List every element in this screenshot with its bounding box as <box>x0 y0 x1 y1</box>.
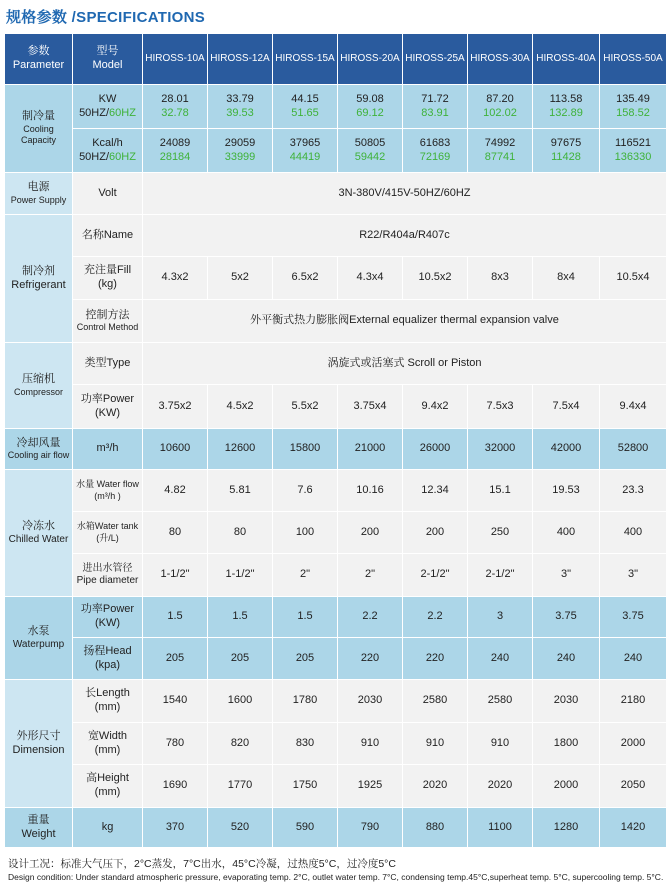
model-header-cn: 型号 <box>96 45 119 58</box>
pipe-diameter-cell: 2" <box>273 554 338 597</box>
compressor-power-cell: 7.5x4 <box>533 385 600 429</box>
pump-head-unit: (kpa) <box>94 658 121 671</box>
air-flow-category <box>5 429 73 470</box>
width-cell: 820 <box>208 723 273 765</box>
cooling-kw-cell <box>143 85 208 129</box>
air-flow-unit: m³/h <box>73 429 143 470</box>
water-flow-cell: 7.6 <box>273 470 338 512</box>
width-label <box>73 723 143 765</box>
compressor-power-label <box>73 385 143 429</box>
compressor-type-value: 涡旋式或活塞式 Scroll or Piston <box>143 343 667 385</box>
chilled-water-category <box>5 470 73 597</box>
category-en: Chilled Water <box>8 533 69 545</box>
pipe-diameter-cell: 1-1/2" <box>208 554 273 597</box>
pipe-diameter-cn: 进出水管径 <box>82 562 133 574</box>
power-supply-value: 3N-380V/415V-50HZ/60HZ <box>143 173 667 215</box>
weight-cell: 1280 <box>533 808 600 848</box>
kcal-unit: Kcal/h <box>92 136 123 149</box>
value-50hz: 116521 <box>615 136 651 149</box>
compressor-power-row <box>5 385 667 429</box>
category-cn: 制冷量 <box>22 110 55 123</box>
length-unit: (mm) <box>94 701 121 713</box>
height-cell: 2020 <box>403 765 468 808</box>
cooling-kcal-cell <box>273 129 338 173</box>
cooling-kw-cell <box>468 85 533 129</box>
value-60hz: 136330 <box>614 150 652 163</box>
model-name: HIROSS-40A <box>533 34 600 85</box>
value-60hz: 32.78 <box>161 106 189 119</box>
water-flow-cell: 5.81 <box>208 470 273 512</box>
length-cell: 2180 <box>600 680 667 723</box>
refrigerant-fill-row <box>5 257 667 300</box>
water-tank-cell: 400 <box>533 512 600 554</box>
hz-50: 50HZ/ <box>79 150 110 163</box>
air-flow-cell: 52800 <box>600 429 667 470</box>
category-en: Cooling air flow <box>7 450 70 461</box>
compressor-power-cell: 9.4x2 <box>403 385 468 429</box>
pump-power-cell: 3.75 <box>533 597 600 638</box>
fill-label-name: 充注量Fill <box>83 264 132 277</box>
water-flow-label <box>73 470 143 512</box>
weight-cell: 1100 <box>468 808 533 848</box>
pump-power-row <box>5 597 667 638</box>
power-label-unit: (KW) <box>94 406 121 419</box>
refrigerant-category <box>5 215 73 343</box>
compressor-power-cell: 3.75x4 <box>338 385 403 429</box>
value-50hz: 44.15 <box>291 92 319 105</box>
water-tank-cell: 80 <box>143 512 208 554</box>
height-cell: 2050 <box>600 765 667 808</box>
value-50hz: 113.58 <box>549 92 583 105</box>
fill-label-unit: (kg) <box>98 278 117 290</box>
value-60hz: 33999 <box>224 150 256 163</box>
value-50hz: 97675 <box>550 136 582 149</box>
value-50hz: 33.79 <box>226 92 254 105</box>
pipe-diameter-cell: 3" <box>600 554 667 597</box>
pump-power-label <box>73 597 143 638</box>
power-supply-row <box>5 173 667 215</box>
compressor-type-row <box>5 343 667 385</box>
model-header-en: Model <box>92 59 123 71</box>
length-cell: 2030 <box>533 680 600 723</box>
air-flow-cell: 42000 <box>533 429 600 470</box>
water-tank-label <box>73 512 143 554</box>
category-cn: 制冷剂 <box>22 264 55 277</box>
value-50hz: 37965 <box>289 136 321 149</box>
cooling-kw-cell <box>208 85 273 129</box>
power-label-name: 功率Power <box>80 392 135 405</box>
model-name: HIROSS-50A <box>600 34 667 85</box>
width-cell: 910 <box>468 723 533 765</box>
water-tank-cell: 100 <box>273 512 338 554</box>
width-name: 宽Width <box>87 729 128 742</box>
water-flow-cell: 10.16 <box>338 470 403 512</box>
pump-power-cell: 1.5 <box>143 597 208 638</box>
power-supply-category <box>5 173 73 215</box>
water-flow-unit: (m³/h ) <box>94 490 121 501</box>
water-flow-name: 水量 Water flow <box>76 479 139 490</box>
pump-head-cell: 240 <box>600 638 667 680</box>
model-name: HIROSS-30A <box>468 34 533 85</box>
weight-cell: 520 <box>208 808 273 848</box>
value-50hz: 28.01 <box>161 92 189 105</box>
category-en: Refrigerant <box>11 278 66 291</box>
weight-unit: kg <box>73 808 143 848</box>
compressor-power-cell: 5.5x2 <box>273 385 338 429</box>
value-50hz: 24089 <box>159 136 191 149</box>
water-flow-cell: 12.34 <box>403 470 468 512</box>
height-cell: 1750 <box>273 765 338 808</box>
cooling-capacity-category <box>5 85 73 173</box>
compressor-type-label: 类型Type <box>73 343 143 385</box>
header-row <box>5 34 667 85</box>
value-50hz: 50805 <box>354 136 386 149</box>
pump-power-unit: (KW) <box>94 617 121 629</box>
pipe-diameter-cell: 3" <box>533 554 600 597</box>
hz-60: 60HZ <box>109 150 136 163</box>
parameter-header <box>5 34 73 85</box>
water-tank-row <box>5 512 667 554</box>
hz-50: 50HZ/ <box>79 106 110 119</box>
length-cell: 2030 <box>338 680 403 723</box>
pump-head-cell: 205 <box>208 638 273 680</box>
value-60hz: 28184 <box>159 150 191 163</box>
value-60hz: 69.12 <box>356 106 384 119</box>
fill-label <box>73 257 143 300</box>
value-50hz: 74992 <box>484 136 516 149</box>
refrigerant-name-row <box>5 215 667 257</box>
height-cell: 1690 <box>143 765 208 808</box>
category-en: Compressor <box>13 386 63 397</box>
compressor-power-cell: 9.4x4 <box>600 385 667 429</box>
cooling-kw-cell <box>338 85 403 129</box>
water-flow-cell: 19.53 <box>533 470 600 512</box>
cooling-kcal-cell <box>338 129 403 173</box>
cooling-kcal-row <box>5 129 667 173</box>
model-name: HIROSS-25A <box>403 34 468 85</box>
value-50hz: 71.72 <box>421 92 449 105</box>
length-cell: 1780 <box>273 680 338 723</box>
value-50hz: 87.20 <box>486 92 514 105</box>
category-cn: 冷却风量 <box>16 436 61 449</box>
height-name: 高Height <box>86 772 129 785</box>
width-cell: 780 <box>143 723 208 765</box>
pump-head-cell: 220 <box>338 638 403 680</box>
fill-cell: 10.5x2 <box>403 257 468 300</box>
category-en: Weight <box>21 827 56 840</box>
category-en: Power Supply <box>10 194 67 205</box>
compressor-power-cell: 4.5x2 <box>208 385 273 429</box>
height-label <box>73 765 143 808</box>
width-row <box>5 723 667 765</box>
water-flow-cell: 4.82 <box>143 470 208 512</box>
height-cell: 2000 <box>533 765 600 808</box>
width-cell: 910 <box>403 723 468 765</box>
dimension-category <box>5 680 73 808</box>
cooling-kcal-cell <box>533 129 600 173</box>
refrigerant-name-label: 名称Name <box>73 215 143 257</box>
water-tank-unit: (升/L) <box>96 532 119 543</box>
water-tank-cell: 250 <box>468 512 533 554</box>
length-cell: 1540 <box>143 680 208 723</box>
category-cn: 冷冻水 <box>22 519 55 532</box>
control-method-row <box>5 300 667 343</box>
pump-head-cell: 205 <box>273 638 338 680</box>
height-cell: 2020 <box>468 765 533 808</box>
refrigerant-name-value: R22/R404a/R407c <box>143 215 667 257</box>
value-60hz: 51.65 <box>291 106 319 119</box>
value-60hz: 132.89 <box>549 106 583 119</box>
pump-power-cell: 1.5 <box>273 597 338 638</box>
category-cn: 水泵 <box>27 624 50 637</box>
design-condition-en: Design condition: Under standard atmospheric pressure, evaporating temp. 2°C, outlet water temp. 7°C, condensing temp.45°C,superheat temp. 5°C, supercooling temp. 5°C. <box>8 872 664 882</box>
value-60hz: 59442 <box>354 150 386 163</box>
pipe-diameter-cell: 1-1/2" <box>143 554 208 597</box>
length-cell: 2580 <box>403 680 468 723</box>
category-en: Waterpump <box>12 638 65 650</box>
weight-cell: 790 <box>338 808 403 848</box>
width-cell: 1800 <box>533 723 600 765</box>
pump-head-cell: 240 <box>533 638 600 680</box>
weight-cell: 1420 <box>600 808 667 848</box>
pump-power-cell: 2.2 <box>403 597 468 638</box>
pump-head-name: 扬程Head <box>83 644 132 657</box>
fill-cell: 10.5x4 <box>600 257 667 300</box>
cooling-kcal-cell <box>403 129 468 173</box>
control-method-label <box>73 300 143 343</box>
value-60hz: 44419 <box>289 150 321 163</box>
water-tank-cell: 80 <box>208 512 273 554</box>
category-cn: 外形尺寸 <box>16 729 61 742</box>
fill-cell: 8x4 <box>533 257 600 300</box>
air-flow-cell: 15800 <box>273 429 338 470</box>
weight-category <box>5 808 73 848</box>
specifications-table <box>4 33 667 848</box>
value-50hz: 29059 <box>224 136 256 149</box>
air-flow-cell: 26000 <box>403 429 468 470</box>
weight-cell: 590 <box>273 808 338 848</box>
air-flow-row <box>5 429 667 470</box>
parameter-header-en: Parameter <box>12 59 65 71</box>
length-label <box>73 680 143 723</box>
water-tank-cell: 200 <box>403 512 468 554</box>
water-tank-name: 水箱Water tank <box>76 521 139 532</box>
value-60hz: 158.52 <box>616 106 650 119</box>
pump-power-name: 功率Power <box>80 603 135 616</box>
width-unit: (mm) <box>94 743 121 756</box>
width-cell: 2000 <box>600 723 667 765</box>
category-cn: 电源 <box>27 181 50 193</box>
category-cn: 重量 <box>27 813 50 826</box>
value-60hz: 102.02 <box>483 106 517 119</box>
air-flow-cell: 21000 <box>338 429 403 470</box>
cooling-kcal-cell <box>600 129 667 173</box>
compressor-power-cell: 3.75x2 <box>143 385 208 429</box>
fill-cell: 4.3x4 <box>338 257 403 300</box>
width-cell: 830 <box>273 723 338 765</box>
kw-label <box>73 85 143 129</box>
model-header <box>73 34 143 85</box>
pipe-diameter-cell: 2-1/2" <box>468 554 533 597</box>
air-flow-cell: 10600 <box>143 429 208 470</box>
cooling-kw-cell <box>403 85 468 129</box>
cooling-kw-row <box>5 85 667 129</box>
volt-label: Volt <box>73 173 143 215</box>
water-tank-cell: 200 <box>338 512 403 554</box>
pipe-diameter-row <box>5 554 667 597</box>
pump-head-cell: 205 <box>143 638 208 680</box>
fill-cell: 6.5x2 <box>273 257 338 300</box>
value-60hz: 11428 <box>551 150 581 163</box>
value-50hz: 135.49 <box>616 92 650 105</box>
air-flow-cell: 32000 <box>468 429 533 470</box>
category-en: Cooling Capacity <box>20 124 56 146</box>
model-name: HIROSS-12A <box>208 34 273 85</box>
pump-head-row <box>5 638 667 680</box>
pump-head-cell: 240 <box>468 638 533 680</box>
height-unit: (mm) <box>94 786 121 798</box>
length-name: 长Length <box>85 687 130 700</box>
water-flow-row <box>5 470 667 512</box>
weight-cell: 370 <box>143 808 208 848</box>
design-condition-cn: 设计工况：标准大气压下，2°C蒸发，7°C出水，45°C冷凝，过热度5°C，过冷度5°C <box>8 858 396 870</box>
kw-unit: KW <box>98 92 117 105</box>
model-name: HIROSS-15A <box>273 34 338 85</box>
pipe-diameter-label <box>73 554 143 597</box>
pump-head-cell: 220 <box>403 638 468 680</box>
control-method-cn: 控制方法 <box>85 308 130 321</box>
compressor-power-cell: 7.5x3 <box>468 385 533 429</box>
cooling-kcal-cell <box>143 129 208 173</box>
pump-power-cell: 1.5 <box>208 597 273 638</box>
height-row <box>5 765 667 808</box>
cooling-kcal-cell <box>468 129 533 173</box>
fill-cell: 4.3x2 <box>143 257 208 300</box>
cooling-kw-cell <box>273 85 338 129</box>
pump-power-cell: 3.75 <box>600 597 667 638</box>
value-50hz: 61683 <box>419 136 451 149</box>
control-method-value: 外平衡式热力膨胀阀External equalizer thermal expansion valve <box>143 300 667 343</box>
weight-cell: 880 <box>403 808 468 848</box>
compressor-category <box>5 343 73 429</box>
height-cell: 1770 <box>208 765 273 808</box>
page-title: 规格参数 /SPECIFICATIONS <box>6 9 206 26</box>
air-flow-cell: 12600 <box>208 429 273 470</box>
height-cell: 1925 <box>338 765 403 808</box>
control-method-en: Control Method <box>76 322 139 333</box>
value-60hz: 72169 <box>419 150 451 163</box>
hz-60: 60HZ <box>109 106 136 119</box>
kcal-label <box>73 129 143 173</box>
value-50hz: 59.08 <box>356 92 384 105</box>
length-cell: 2580 <box>468 680 533 723</box>
length-row <box>5 680 667 723</box>
fill-cell: 8x3 <box>468 257 533 300</box>
value-60hz: 39.53 <box>226 106 254 119</box>
value-60hz: 83.91 <box>421 106 449 119</box>
weight-row <box>5 808 667 848</box>
category-cn: 压缩机 <box>22 373 55 385</box>
fill-cell: 5x2 <box>208 257 273 300</box>
pipe-diameter-cell: 2" <box>338 554 403 597</box>
value-60hz: 87741 <box>484 150 516 163</box>
width-cell: 910 <box>338 723 403 765</box>
length-cell: 1600 <box>208 680 273 723</box>
cooling-kw-cell <box>600 85 667 129</box>
pipe-diameter-en: Pipe diameter <box>76 575 139 586</box>
cooling-kcal-cell <box>208 129 273 173</box>
pump-power-cell: 3 <box>468 597 533 638</box>
pump-power-cell: 2.2 <box>338 597 403 638</box>
model-name: HIROSS-20A <box>338 34 403 85</box>
pipe-diameter-cell: 2-1/2" <box>403 554 468 597</box>
waterpump-category <box>5 597 73 680</box>
water-tank-cell: 400 <box>600 512 667 554</box>
pump-head-label <box>73 638 143 680</box>
category-en: Dimension <box>12 743 65 756</box>
parameter-header-cn: 参数 <box>27 45 50 58</box>
water-flow-cell: 15.1 <box>468 470 533 512</box>
cooling-kw-cell <box>533 85 600 129</box>
model-name: HIROSS-10A <box>143 34 208 85</box>
water-flow-cell: 23.3 <box>600 470 667 512</box>
